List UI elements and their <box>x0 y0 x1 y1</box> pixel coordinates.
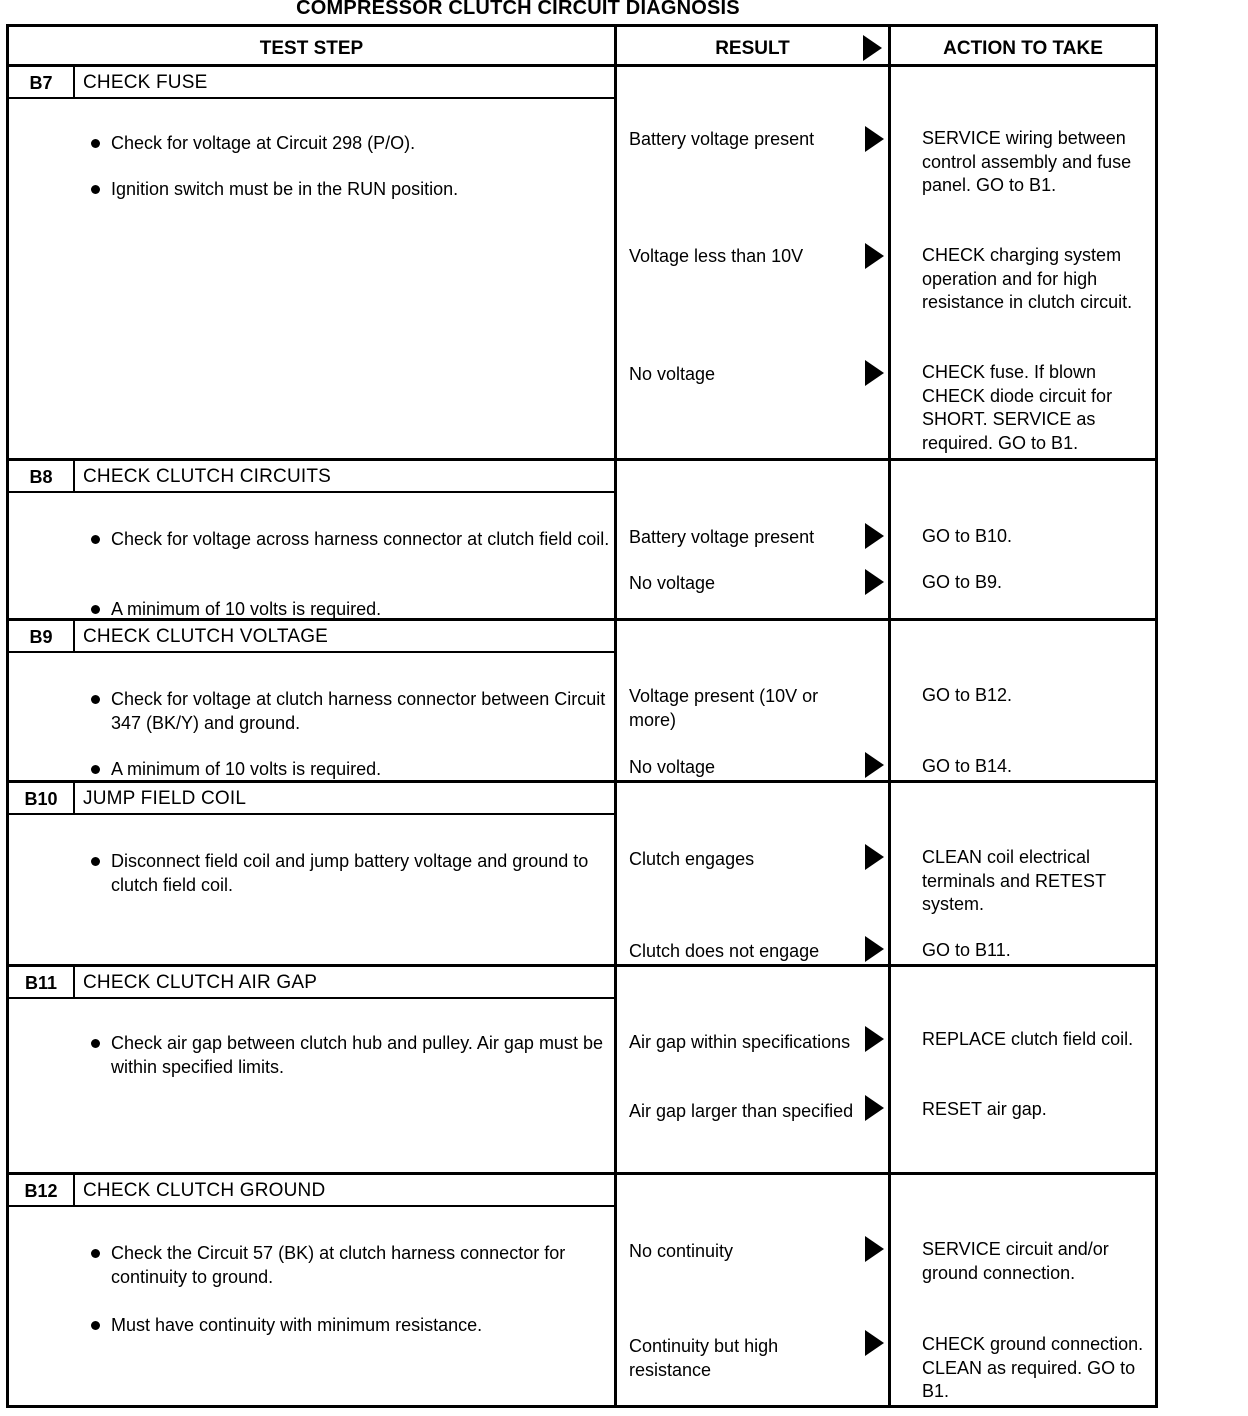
bullet-icon <box>91 605 100 614</box>
bullet-item: Check for voltage at clutch harness connector between Circuit 347 (BK/Y) and ground. <box>89 687 611 735</box>
arrow-icon <box>865 569 884 595</box>
action-text: CHECK fuse. If blown CHECK diode circuit for SHORT. SERVICE as required. GO to B1. <box>922 362 1113 453</box>
bullet-icon <box>91 139 100 148</box>
document-title: COMPRESSOR CLUTCH CIRCUIT DIAGNOSIS <box>296 0 740 19</box>
result-text: Battery voltage present <box>629 129 815 149</box>
section-header <box>9 461 614 493</box>
arrow-icon <box>865 126 884 152</box>
result-text: No continuity <box>629 1241 734 1261</box>
action-text: GO to B12. <box>922 685 1013 705</box>
header-action: ACTION TO TAKE <box>943 38 1103 59</box>
bullet-icon <box>91 185 100 194</box>
action-text: GO to B14. <box>922 756 1013 776</box>
action-text: CHECK ground connection. CLEAN as required. GO to B1. <box>922 1334 1144 1401</box>
step-code: B9 <box>9 621 75 651</box>
action-text: REPLACE clutch field coil. <box>922 1029 1134 1049</box>
result-text: Air gap within specifications <box>629 1032 851 1052</box>
step-code: B10 <box>9 783 75 813</box>
action-text: SERVICE circuit and/or ground connection. <box>922 1239 1109 1283</box>
bullet-icon <box>91 1249 100 1258</box>
section-b7 <box>9 67 1155 459</box>
header-result: RESULT <box>715 38 790 59</box>
step-title: CHECK CLUTCH AIR GAP <box>83 972 318 993</box>
result-text: Voltage less than 10V <box>629 246 804 266</box>
section-header <box>9 967 614 999</box>
section-b11 <box>9 967 1155 1172</box>
action-text: CLEAN coil electrical terminals and RETEST system. <box>922 847 1106 914</box>
action-text: GO to B11. <box>922 940 1011 960</box>
step-title: CHECK FUSE <box>83 72 208 93</box>
bullet-item: Ignition switch must be in the RUN position. <box>89 177 611 201</box>
arrow-icon <box>865 936 884 962</box>
section-header <box>9 1175 614 1207</box>
header-test-step: TEST STEP <box>259 38 364 59</box>
bullet-item: A minimum of 10 volts is required. <box>89 757 611 781</box>
section-header <box>9 621 614 653</box>
result-text: No voltage <box>629 364 716 384</box>
bullet-item: Check for voltage at Circuit 298 (P/O). <box>89 131 611 155</box>
result-text: No voltage <box>629 573 716 593</box>
section-b10 <box>9 783 1155 964</box>
step-title: JUMP FIELD COIL <box>83 788 247 809</box>
section-b12 <box>9 1175 1155 1405</box>
section-header <box>9 783 614 815</box>
arrow-icon <box>865 360 884 386</box>
section-header <box>9 67 614 99</box>
step-code: B11 <box>9 967 75 997</box>
step-code: B12 <box>9 1175 75 1205</box>
arrow-icon <box>865 844 884 870</box>
arrow-icon <box>865 1236 884 1262</box>
step-title: CHECK CLUTCH CIRCUITS <box>83 466 332 487</box>
bullet-item: Must have continuity with minimum resistance. <box>89 1313 611 1337</box>
bullet-item: Check the Circuit 57 (BK) at clutch harness connector for continuity to ground. <box>89 1241 611 1289</box>
action-text: SERVICE wiring between control assembly and fuse panel. GO to B1. <box>922 128 1132 195</box>
header-arrow-icon <box>863 35 882 61</box>
action-text: GO to B10. <box>922 526 1013 546</box>
result-text: Continuity but high resistance <box>629 1336 779 1380</box>
arrow-icon <box>865 243 884 269</box>
bullet-icon <box>91 1321 100 1330</box>
arrow-icon <box>865 1095 884 1121</box>
action-text: GO to B9. <box>922 572 1003 592</box>
step-title: CHECK CLUTCH VOLTAGE <box>83 626 329 647</box>
section-b8 <box>9 461 1155 618</box>
bullet-icon <box>91 1039 100 1048</box>
result-text: Air gap larger than specified <box>629 1101 854 1121</box>
bullet-icon <box>91 695 100 704</box>
bullet-item: Check for voltage across harness connector at clutch field coil. <box>89 527 611 551</box>
step-code: B8 <box>9 461 75 491</box>
arrow-icon <box>865 752 884 778</box>
action-text: CHECK charging system operation and for high resistance in clutch circuit. <box>922 245 1133 312</box>
bullet-item: A minimum of 10 volts is required. <box>89 597 611 621</box>
result-text: Battery voltage present <box>629 527 815 547</box>
section-b9 <box>9 621 1155 780</box>
result-text: Clutch engages <box>629 849 755 869</box>
arrow-icon <box>865 1330 884 1356</box>
step-code: B7 <box>9 67 75 97</box>
bullet-icon <box>91 857 100 866</box>
bullet-item: Check air gap between clutch hub and pulley. Air gap must be within specified limits. <box>89 1031 611 1079</box>
bullet-item: Disconnect field coil and jump battery voltage and ground to clutch field coil. <box>89 849 611 897</box>
action-text: RESET air gap. <box>922 1099 1047 1119</box>
arrow-icon <box>865 523 884 549</box>
result-text: Voltage present (10V or more) <box>629 686 819 730</box>
result-text: No voltage <box>629 757 716 777</box>
arrow-icon <box>865 1026 884 1052</box>
step-title: CHECK CLUTCH GROUND <box>83 1180 326 1201</box>
diagnosis-table <box>6 24 1158 1408</box>
bullet-icon <box>91 765 100 774</box>
result-text: Clutch does not engage <box>629 941 820 961</box>
bullet-icon <box>91 535 100 544</box>
